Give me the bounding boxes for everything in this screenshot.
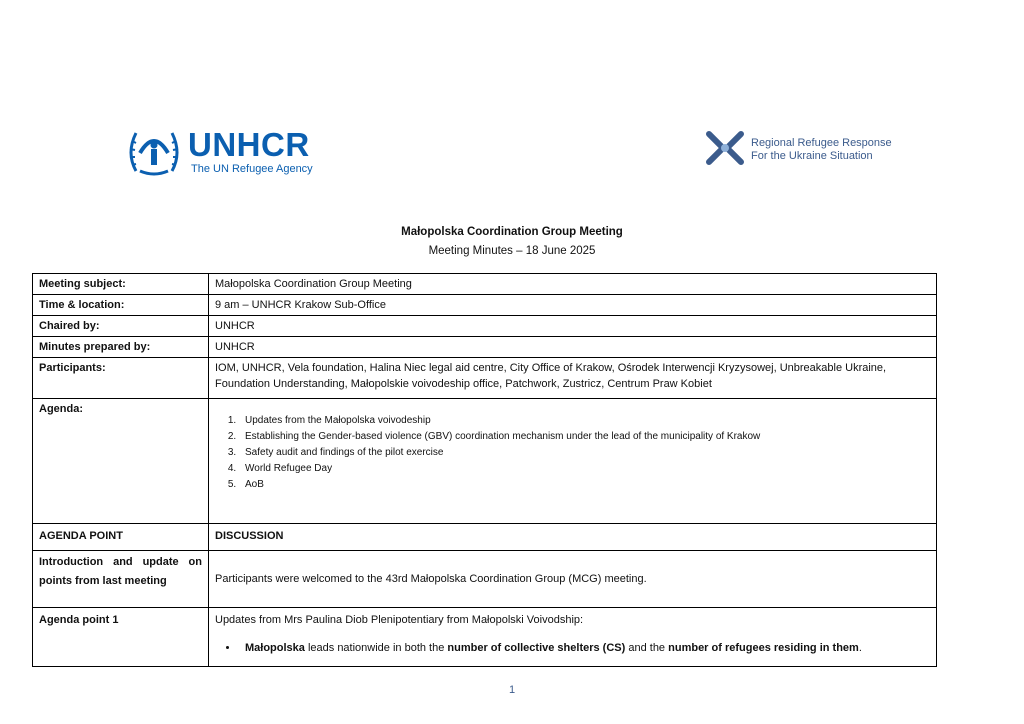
table-row (33, 295, 937, 316)
table-row (33, 608, 937, 667)
minutes-label: Minutes prepared by: (33, 337, 209, 358)
subject-label: Meeting subject: (33, 274, 209, 295)
agenda-point-1-cell (209, 608, 937, 667)
document-title: Małopolska Coordination Group Meeting (401, 226, 623, 238)
agenda-item: 3. Safety audit and findings of the pilot exercise (239, 445, 930, 461)
intro-value: Participants were welcomed to the 43rd Małopolska Coordination Group (MCG) meeting. (209, 551, 937, 608)
agenda-point-header: AGENDA POINT (33, 524, 209, 551)
plain-text: leads nationwide in both the (304, 642, 448, 654)
rrr-line-2: For the Ukraine Situation (751, 150, 873, 162)
agenda-point-1-intro: Updates from Mrs Paulina Diob Plenipotentiary from Małopolski Voivodship: (215, 614, 584, 626)
agenda-cell (209, 399, 937, 524)
chair-label: Chaired by: (33, 316, 209, 337)
regional-refugee-response-logo (705, 128, 895, 170)
rrr-line-1: Regional Refugee Response (751, 137, 892, 149)
time-value: 9 am – UNHCR Krakow Sub-Office (209, 295, 937, 316)
agenda-label: Agenda: (33, 399, 209, 524)
intro-label: Introduction and update on points from last meeting (33, 551, 209, 608)
plain-text: . (858, 642, 862, 654)
rrr-mark-icon (705, 128, 745, 168)
participants-value: IOM, UNHCR, Vela foundation, Halina Niec legal aid centre, City Office of Krakow, Ośrodek Interwencji Kryzysowej, Unbreakable Ukraine, Foundation Understanding, Małopolskie voivodeship office, Patchwork, Zustricz, Centrum Praw Kobiet (209, 358, 937, 399)
agenda-item: 1. Updates from the Małopolska voivodeship (239, 413, 930, 429)
plain-text: and the (625, 642, 669, 654)
page-number: 1 (508, 684, 516, 696)
document-subtitle: Meeting Minutes – 18 June 2025 (428, 245, 596, 257)
list-item (239, 640, 930, 656)
bold-text: number of refugees residing in them (668, 642, 859, 654)
agenda-list (215, 413, 930, 493)
discussion-header: DISCUSSION (209, 524, 937, 551)
bold-text: number of collective shelters (CS) (447, 642, 626, 654)
subject-value: Małopolska Coordination Group Meeting (209, 274, 937, 295)
agenda-point-1-label: Agenda point 1 (33, 608, 209, 667)
unhcr-logo (126, 127, 336, 179)
table-row (33, 399, 937, 524)
table-row (33, 551, 937, 608)
chair-value: UNHCR (209, 316, 937, 337)
unhcr-tagline: The UN Refugee Agency (191, 163, 313, 175)
table-row (33, 316, 937, 337)
agenda-item: 4. World Refugee Day (239, 461, 930, 477)
table-row (33, 358, 937, 399)
bold-text: Małopolska (245, 642, 305, 654)
minutes-table (32, 273, 937, 667)
unhcr-emblem-icon (126, 127, 182, 177)
participants-label: Participants: (33, 358, 209, 399)
agenda-point-1-bullets (215, 640, 930, 656)
table-row (33, 274, 937, 295)
agenda-item: 2. Establishing the Gender-based violence (GBV) coordination mechanism under the lead of the municipality of Krakow (239, 429, 930, 445)
minutes-value: UNHCR (209, 337, 937, 358)
table-row (33, 337, 937, 358)
rrr-text (751, 137, 892, 163)
table-row (33, 524, 937, 551)
unhcr-wordmark: UNHCR (188, 126, 310, 163)
agenda-item: 5. AoB (239, 477, 930, 493)
time-label: Time & location: (33, 295, 209, 316)
